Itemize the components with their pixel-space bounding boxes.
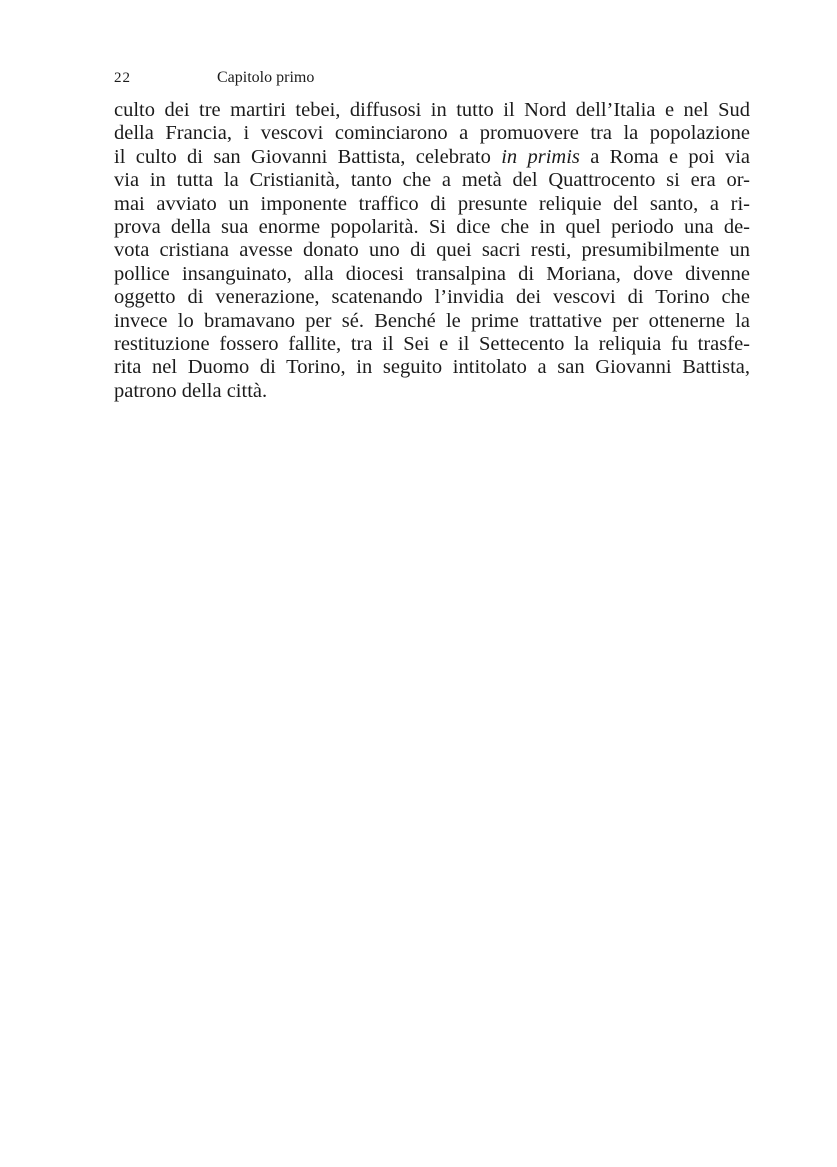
text-line: restituzione fossero fallite, tra il Sei e il Settecento la reliquia fu trasfe- [114,333,750,356]
text-line [114,146,750,169]
page-number: 22 [114,70,131,86]
text-line: culto dei tre martiri tebei, diffusosi in tutto il Nord dell’Italia e nel Sud [114,99,750,121]
text-line: vota cristiana avesse donato uno di quei sacri resti, presumibilmente un [114,239,750,262]
text-line: via in tutta la Cristianità, tanto che a metà del Quattrocento si era or- [114,169,750,192]
running-head [114,68,754,88]
text-line: rita nel Duomo di Torino, in seguito intitolato a san Giovanni Battista, [114,356,750,379]
text-line: mai avviato un imponente traffico di presunte reliquie del santo, a ri- [114,192,750,215]
text-line: della Francia, i vescovi cominciarono a promuovere tra la popolazione [114,122,750,145]
chapter-title: Capitolo primo [217,69,315,86]
text-line: invece lo bramavano per sé. Benché le prime trattative per ottenerne la [114,309,750,332]
text-line: prova della sua enorme popolarità. Si dice che in quel periodo una de- [114,216,750,239]
text-line-segment: il culto di san Giovanni Battista, celebrato [114,145,502,168]
text-line-segment: a Roma e poi via [579,145,750,168]
text-line: patrono della città. [114,379,268,402]
italic-phrase: in primis [501,145,580,168]
body-paragraph [114,99,750,403]
text-line: pollice insanguinato, alla diocesi transalpina di Moriana, dove divenne [114,262,750,285]
text-line: oggetto di venerazione, scatenando l’invidia dei vescovi di Torino che [114,286,750,309]
